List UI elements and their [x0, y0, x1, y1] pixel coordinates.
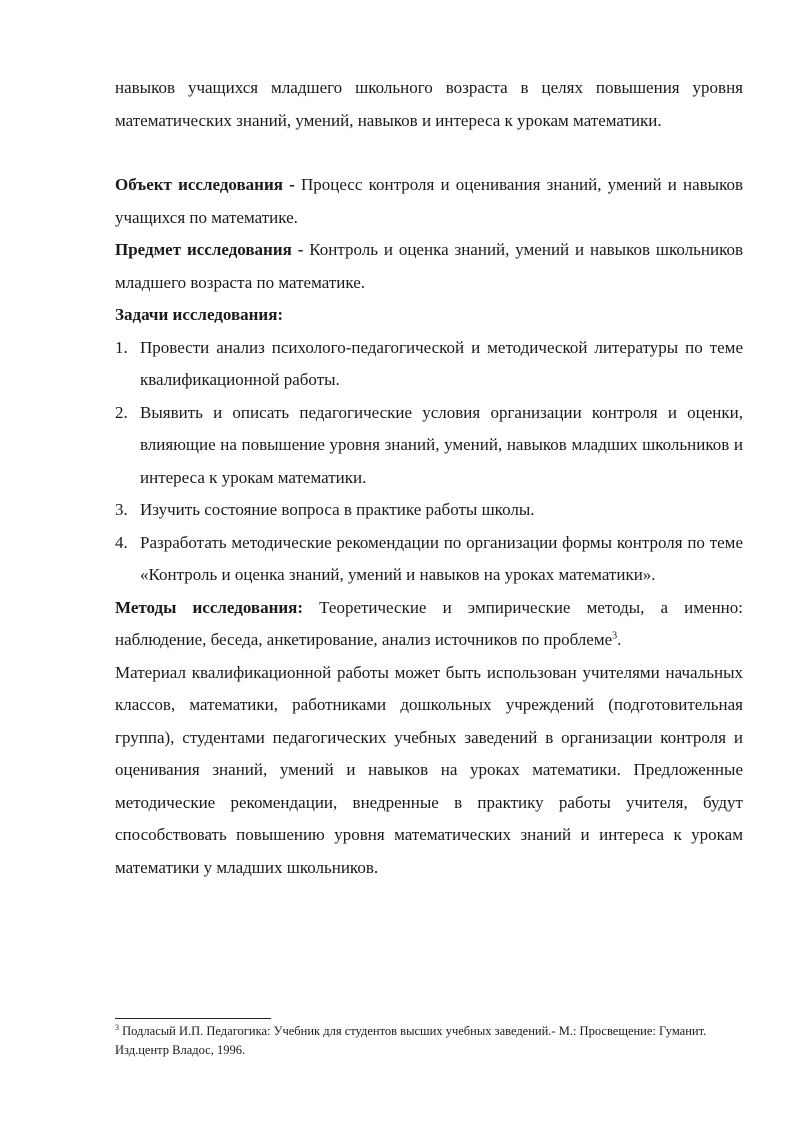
list-item — [115, 332, 743, 397]
list-item-number: 4. — [115, 532, 128, 552]
list-item — [115, 397, 743, 495]
list-item-text: Провести анализ психолого-педагогической и методической литературы по теме квалификационной работы. — [140, 337, 743, 389]
footnote-separator — [115, 1018, 271, 1019]
list-item — [115, 494, 743, 527]
subject-paragraph — [115, 234, 743, 299]
methods-label: Методы исследования: — [115, 597, 304, 617]
list-item-text: Выявить и описать педагогические условия организации контроля и оценки, влияющие на повышение уровня знаний, умений, навыков младших школьников и интереса к урокам математики. — [140, 402, 743, 487]
list-item-number: 3. — [115, 500, 128, 519]
footnote-number: 3 — [115, 1022, 119, 1032]
list-item-number: 1. — [115, 337, 128, 357]
list-item-text: Изучить состояние вопроса в практике работы школы. — [140, 500, 535, 519]
page-body — [115, 72, 743, 884]
subject-text: Контроль и оценка знаний, умений и навыков школьников младшего возраста по математике. — [115, 240, 743, 292]
list-item-text: Разработать методические рекомендации по организации формы контроля по теме «Контроль и оценка знаний, умений и навыков на уроках математики». — [140, 532, 743, 584]
tasks-heading: Задачи исследования: — [115, 305, 284, 324]
list-item — [115, 527, 743, 592]
subject-label: Предмет исследования - — [115, 240, 304, 259]
list-item-number: 2. — [115, 402, 128, 422]
paragraph-gap — [115, 137, 743, 169]
footnote-text: Подласый И.П. Педагогика: Учебник для студентов высших учебных заведений.- М.: Просвещение: Гуманит. Изд.центр Владос, 1996. — [115, 1024, 707, 1057]
object-text: Процесс контроля и оценивания знаний, умений и навыков учащихся по математике. — [115, 175, 743, 227]
object-paragraph — [115, 169, 743, 234]
object-label: Объект исследования - — [115, 175, 295, 194]
footnote-reference[interactable]: 3 — [612, 630, 618, 642]
intro-paragraph: навыков учащихся младшего школьного возраста в целях повышения уровня математических знаний, умений, навыков и интереса к урокам математики. — [115, 78, 743, 130]
methods-text: Теоретические и эмпирические методы, а именно: наблюдение, беседа, анкетирование, анализ источников по проблеме — [115, 597, 743, 649]
material-paragraph: Материал квалификационной работы может быть использован учителями начальных классов, математики, работниками дошкольных учреждений (подготовительная группа), студентами педагогических учебных заведений в организации контроля и оценивания знаний, умений и навыков на уроках математики. Предложенные методические рекомендации, внедренные в практику работы учителя, будут способствовать повышению уровня математических знаний и интереса к урокам математики у младших школьников. — [115, 662, 743, 877]
methods-paragraph: Методы исследования: Теоретические и эмпирические методы, а именно: наблюдение, беседа, анкетирование, анализ источников по проблеме$^3$. — [115, 597, 743, 649]
footnote — [115, 1022, 743, 1060]
tasks-list — [115, 332, 743, 592]
